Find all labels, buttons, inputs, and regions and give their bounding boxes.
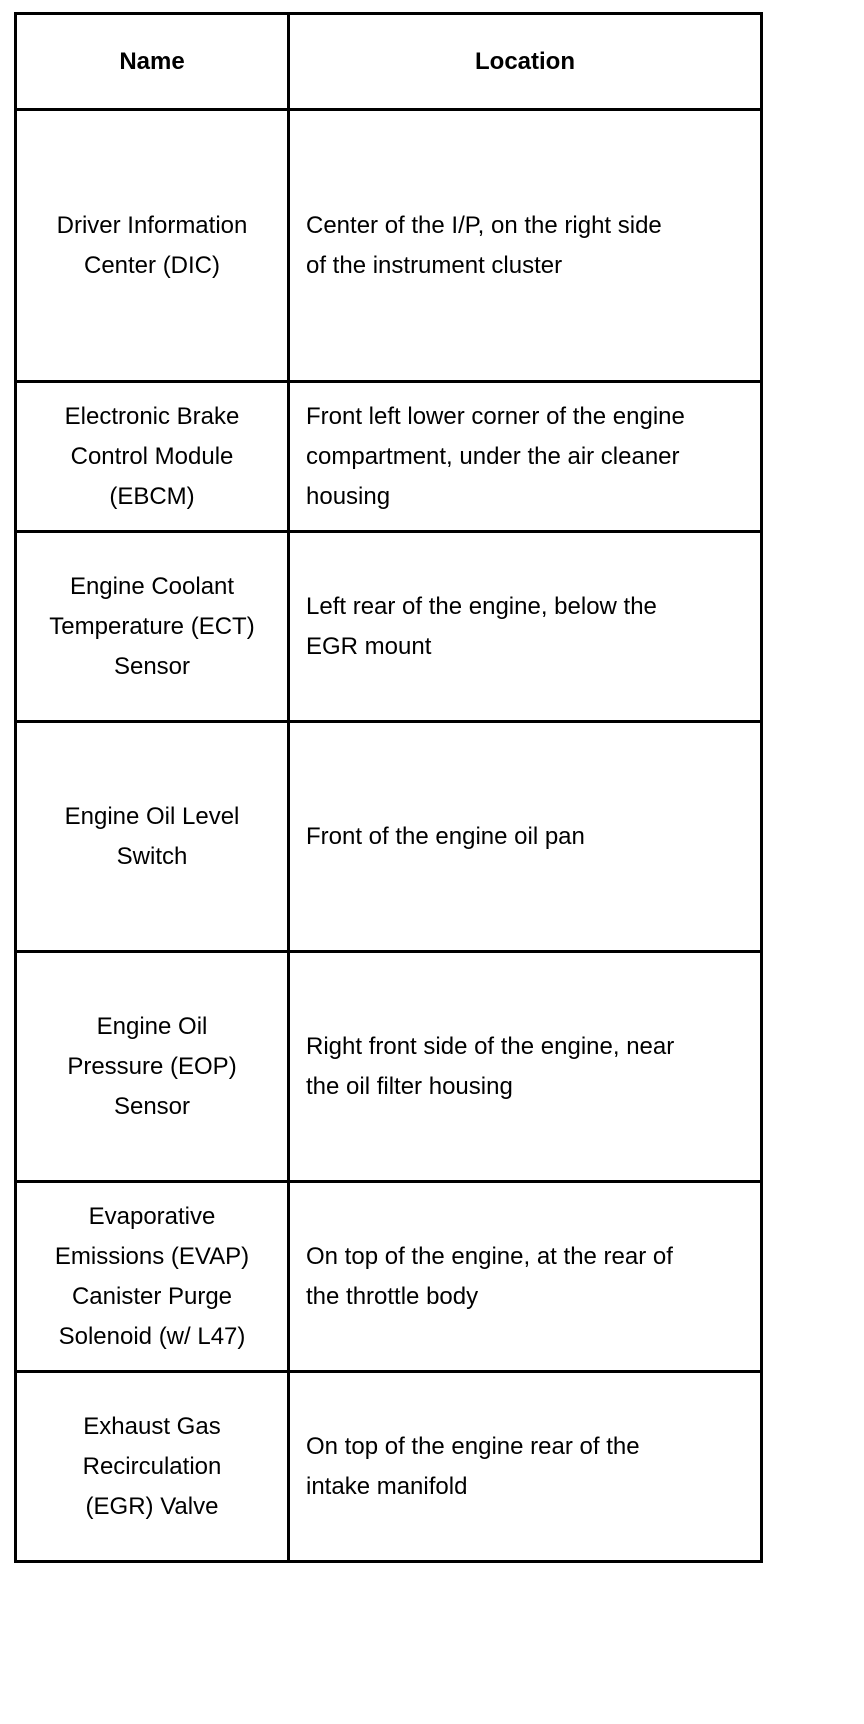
component-name: Electronic Brake Control Module (EBCM) <box>64 402 240 510</box>
location-cell <box>289 952 762 1182</box>
location-cell <box>289 722 762 952</box>
location-cell <box>289 1182 762 1372</box>
component-location: Left rear of the engine, below the EGR mount <box>306 592 657 660</box>
header-row <box>16 14 762 110</box>
component-location: Right front side of the engine, near the oil filter housing <box>306 1032 675 1100</box>
component-name: Evaporative Emissions (EVAP) Canister Purge Solenoid (w/ L47) <box>54 1202 250 1350</box>
location-cell <box>289 1372 762 1562</box>
name-cell <box>16 722 289 952</box>
location-cell <box>289 532 762 722</box>
location-column-header: Location <box>289 14 762 110</box>
table-row <box>16 532 762 722</box>
name-cell <box>16 110 289 382</box>
table-row <box>16 1372 762 1562</box>
component-location: Front of the engine oil pan <box>306 822 585 850</box>
location-cell <box>289 110 762 382</box>
name-cell <box>16 382 289 532</box>
component-name: Engine Oil Level Switch <box>64 802 240 870</box>
table-row <box>16 722 762 952</box>
table-row <box>16 382 762 532</box>
name-cell <box>16 952 289 1182</box>
table-row <box>16 110 762 382</box>
name-cell <box>16 1182 289 1372</box>
component-location: On top of the engine rear of the intake manifold <box>306 1432 640 1500</box>
name-column-header: Name <box>16 14 289 110</box>
table-row <box>16 952 762 1182</box>
table-row <box>16 1182 762 1372</box>
component-name: Engine Oil Pressure (EOP) Sensor <box>67 1012 237 1120</box>
component-location: Center of the I/P, on the right side of the instrument cluster <box>306 211 662 279</box>
component-name: Driver Information Center (DIC) <box>56 211 248 279</box>
name-cell <box>16 1372 289 1562</box>
location-cell <box>289 382 762 532</box>
component-location-table <box>14 12 763 1563</box>
component-name: Engine Coolant Temperature (ECT) Sensor <box>49 572 255 680</box>
component-name: Exhaust Gas Recirculation (EGR) Valve <box>82 1412 222 1520</box>
component-location: Front left lower corner of the engine compartment, under the air cleaner housing <box>306 402 685 510</box>
component-location: On top of the engine, at the rear of the throttle body <box>306 1242 673 1310</box>
name-cell <box>16 532 289 722</box>
